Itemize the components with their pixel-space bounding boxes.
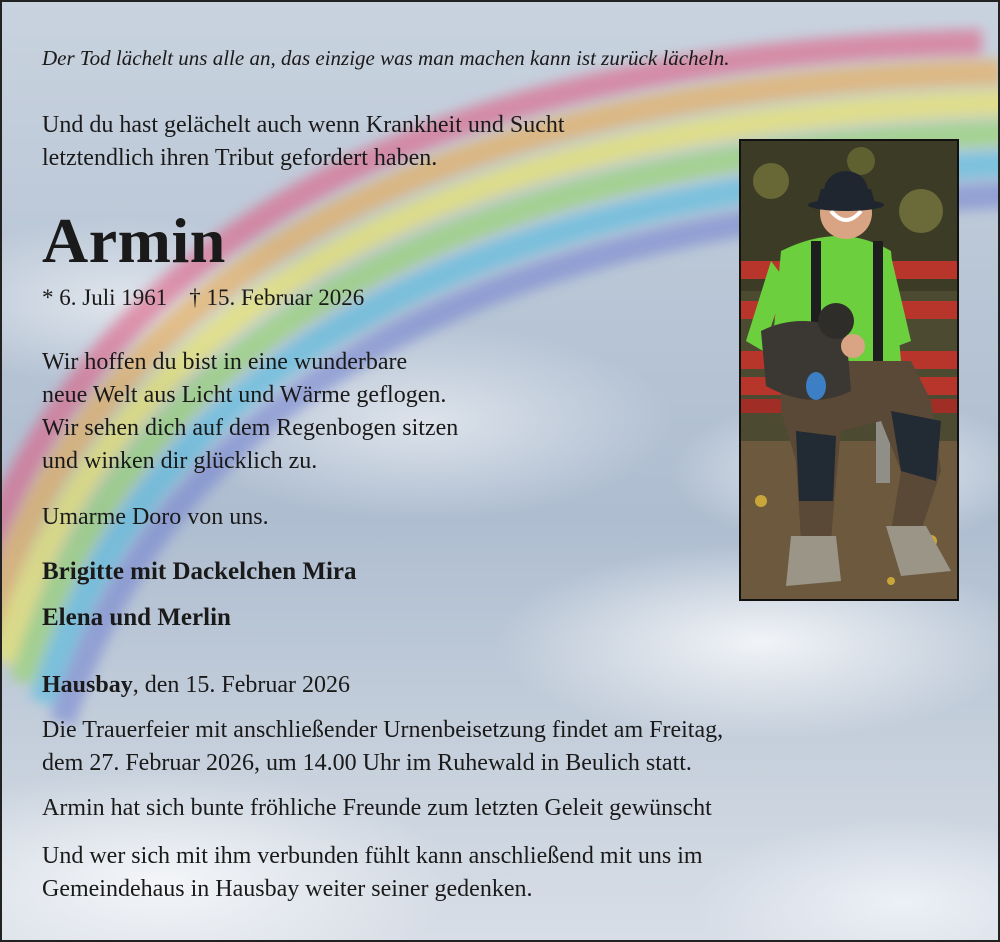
poem-line: Wir sehen dich auf dem Regenbogen sitzen [42, 415, 459, 441]
poem-line: neue Welt aus Licht und Wärme geflogen. [42, 382, 447, 408]
poem-line: Wir hoffen du bist in eine wunderbare [42, 349, 408, 375]
portrait-photo-icon [741, 141, 957, 599]
memorial-line: Gemeindehaus in Hausbay weiter seiner gedenken. [42, 876, 533, 902]
poem-text [42, 346, 458, 478]
life-dates [42, 285, 364, 311]
place-date [42, 672, 350, 699]
signature-line: Elena und Merlin [42, 604, 231, 631]
death-date: † 15. Februar 2026 [189, 285, 365, 310]
funeral-info [42, 714, 723, 780]
intro-text [42, 109, 565, 175]
motto-quote: Der Tod lächelt uns alle an, das einzige was man machen kann ist zurück lächeln. [42, 46, 730, 70]
intro-line: Und du hast gelächelt auch wenn Krankheit und Sucht [42, 112, 565, 138]
birth-date: * 6. Juli 1961 [42, 285, 168, 310]
place-town: Hausbay [42, 672, 133, 698]
friends-note: Armin hat sich bunte fröhliche Freunde zum letzten Geleit gewünscht [42, 795, 712, 821]
funeral-line: Die Trauerfeier mit anschließender Urnenbeisetzung findet am Freitag, [42, 717, 724, 743]
signature-line: Brigitte mit Dackelchen Mira [42, 558, 357, 585]
deceased-name: Armin [42, 205, 226, 276]
portrait-photo [739, 139, 959, 601]
memorial-info [42, 840, 703, 906]
memorial-line: Und wer sich mit ihm verbunden fühlt kann anschließend mit uns im [42, 843, 703, 869]
greeting-text: Umarme Doro von uns. [42, 504, 269, 530]
poem-line: und winken dir glücklich zu. [42, 448, 318, 474]
place-date-text: , den 15. Februar 2026 [132, 672, 350, 698]
intro-line: letztendlich ihren Tribut gefordert haben. [42, 145, 438, 171]
funeral-line: dem 27. Februar 2026, um 14.00 Uhr im Ruhewald in Beulich statt. [42, 750, 692, 776]
